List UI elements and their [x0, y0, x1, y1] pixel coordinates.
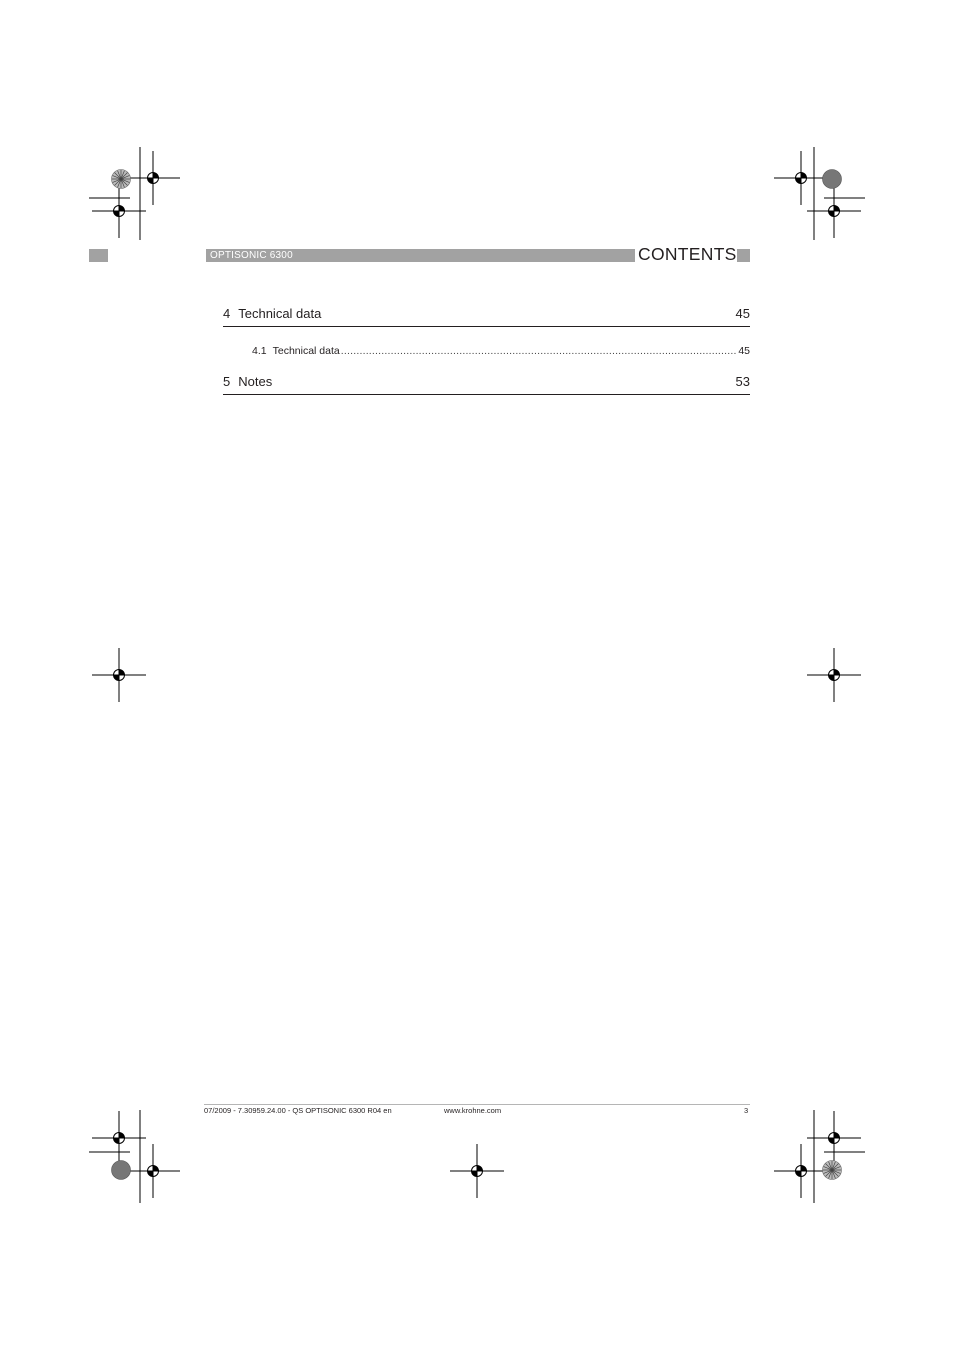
- registration-mark: [92, 184, 146, 238]
- registration-mark: [92, 1111, 146, 1165]
- color-target: [823, 170, 842, 189]
- toc-entry-page: 53: [735, 374, 750, 389]
- color-target: [112, 1161, 131, 1180]
- registration-mark: [807, 184, 861, 238]
- toc-entry-title: Technical data: [238, 306, 322, 321]
- toc-entry-number: 4.1: [252, 345, 267, 357]
- registration-mark: [92, 648, 146, 702]
- header-section-title: CONTENTS: [638, 244, 737, 264]
- registration-mark: [807, 648, 861, 702]
- registration-mark: [450, 1144, 504, 1198]
- registration-mark: [126, 151, 180, 205]
- registration-mark: [126, 1144, 180, 1198]
- toc-entry-page: 45: [738, 345, 750, 357]
- footer-page-number: 3: [744, 1106, 749, 1115]
- registration-mark: [774, 1144, 828, 1198]
- toc-entry-number: 4: [223, 306, 231, 321]
- footer-doc-reference: 07/2009 - 7.30959.24.00 - QS OPTISONIC 6300 R04 en: [204, 1106, 392, 1115]
- registration-mark: [807, 1111, 861, 1165]
- registration-mark: [774, 151, 828, 205]
- toc-entry-page: 45: [735, 306, 750, 321]
- color-target: [823, 1161, 842, 1180]
- color-target: [112, 170, 131, 189]
- toc-entry-number: 5: [223, 374, 231, 389]
- footer-website: www.krohne.com: [444, 1106, 502, 1115]
- toc-entry-title: Technical data: [272, 345, 340, 357]
- toc-entry-title: Notes: [238, 374, 273, 389]
- crop-lines: [89, 147, 865, 1203]
- header-product-name: OPTISONIC 6300: [210, 250, 293, 261]
